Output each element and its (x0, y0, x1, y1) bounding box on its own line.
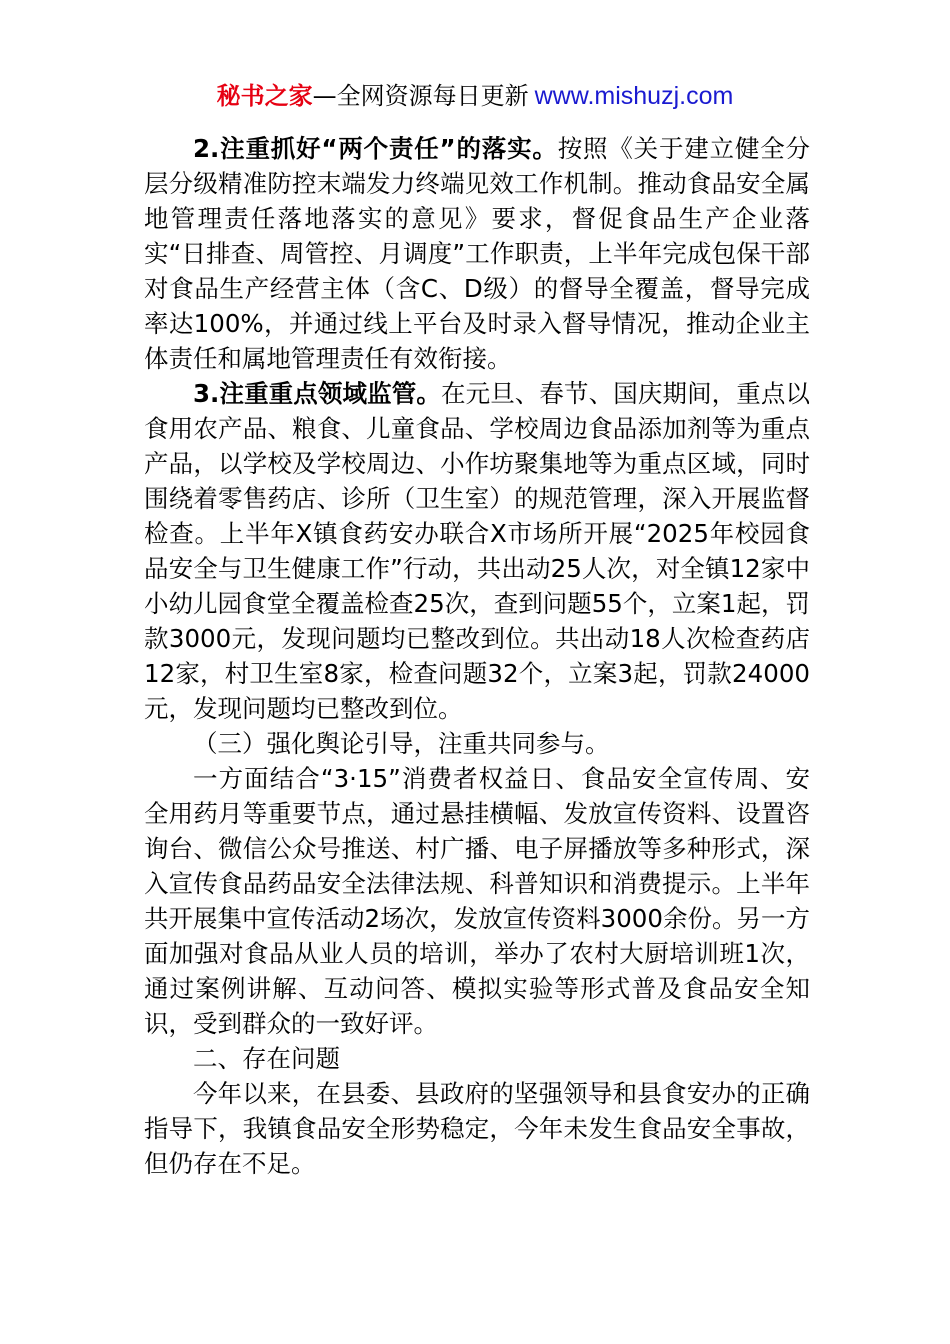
header-tagline: —全网资源每日更新 (312, 82, 529, 110)
paragraph-text: （三）强化舆论引导，注重共同参与。 (193, 729, 610, 758)
document-body (144, 131, 810, 1181)
paragraph-publicity-training (144, 761, 810, 1041)
site-url-link[interactable]: www.mishuzj.com (534, 82, 734, 110)
section-heading-public-opinion (144, 726, 810, 761)
paragraph-text: 在元旦、春节、国庆期间，重点以食用农产品、粮食、儿童食品、学校周边食品添加剂等为重点产品，以学校及学校周边、小作坊聚集地等为重点区域，同时围绕着零售药店、诊所（卫生室）的规范管理，深入开展监督检查。上半年X镇食药安办联合X市场所开展“2025年校园食品安全与卫生健康工作”行动，共出动25人次，对全镇12家中小幼儿园食堂全覆盖检查25次，查到问题55个，立案1起，罚款3000元，发现问题均已整改到位。共出动18人次检查药店12家，村卫生室8家，检查问题32个，立案3起，罚款24000元，发现问题均已整改到位。 (144, 379, 811, 723)
paragraph-text: 今年以来，在县委、县政府的坚强领导和县食安办的正确指导下，我镇食品安全形势稳定，今年未发生食品安全事故，但仍存在不足。 (144, 1079, 810, 1178)
paragraph-key-area-supervision (144, 376, 810, 726)
brand-name: 秘书之家 (216, 82, 313, 110)
section-heading-existing-problems (144, 1041, 810, 1076)
paragraph-two-responsibilities (144, 131, 810, 376)
paragraph-problems-summary (144, 1076, 810, 1181)
page-header (0, 80, 950, 112)
paragraph-text: 一方面结合“3·15”消费者权益日、食品安全宣传周、安全用药月等重要节点，通过悬挂横幅、发放宣传资料、设置咨询台、微信公众号推送、村广播、电子屏播放等多种形式，深入宣传食品药品安全法律法规、科普知识和消费提示。上半年共开展集中宣传活动2场次，发放宣传资料3000余份。另一方面加强对食品从业人员的培训，举办了农村大厨培训班1次，通过案例讲解、互动问答、模拟实验等形式普及食品安全知识，受到群众的一致好评。 (144, 764, 810, 1038)
paragraph-text: 按照《关于建立健全分层分级精准防控末端发力终端见效工作机制。推动食品安全属地管理责任落地落实的意见》要求，督促食品生产企业落实“日排查、周管控、月调度”工作职责，上半年完成包保干部对食品生产经营主体（含C、D级）的督导全覆盖，督导完成率达100%，并通过线上平台及时录入督导情况，推动企业主体责任和属地管理责任有效衔接。 (144, 134, 811, 373)
paragraph-heading: 2.注重抓好“两个责任”的落实。 (193, 134, 558, 163)
paragraph-text: 二、存在问题 (193, 1044, 340, 1073)
paragraph-heading: 3.注重重点领域监管。 (193, 379, 441, 408)
